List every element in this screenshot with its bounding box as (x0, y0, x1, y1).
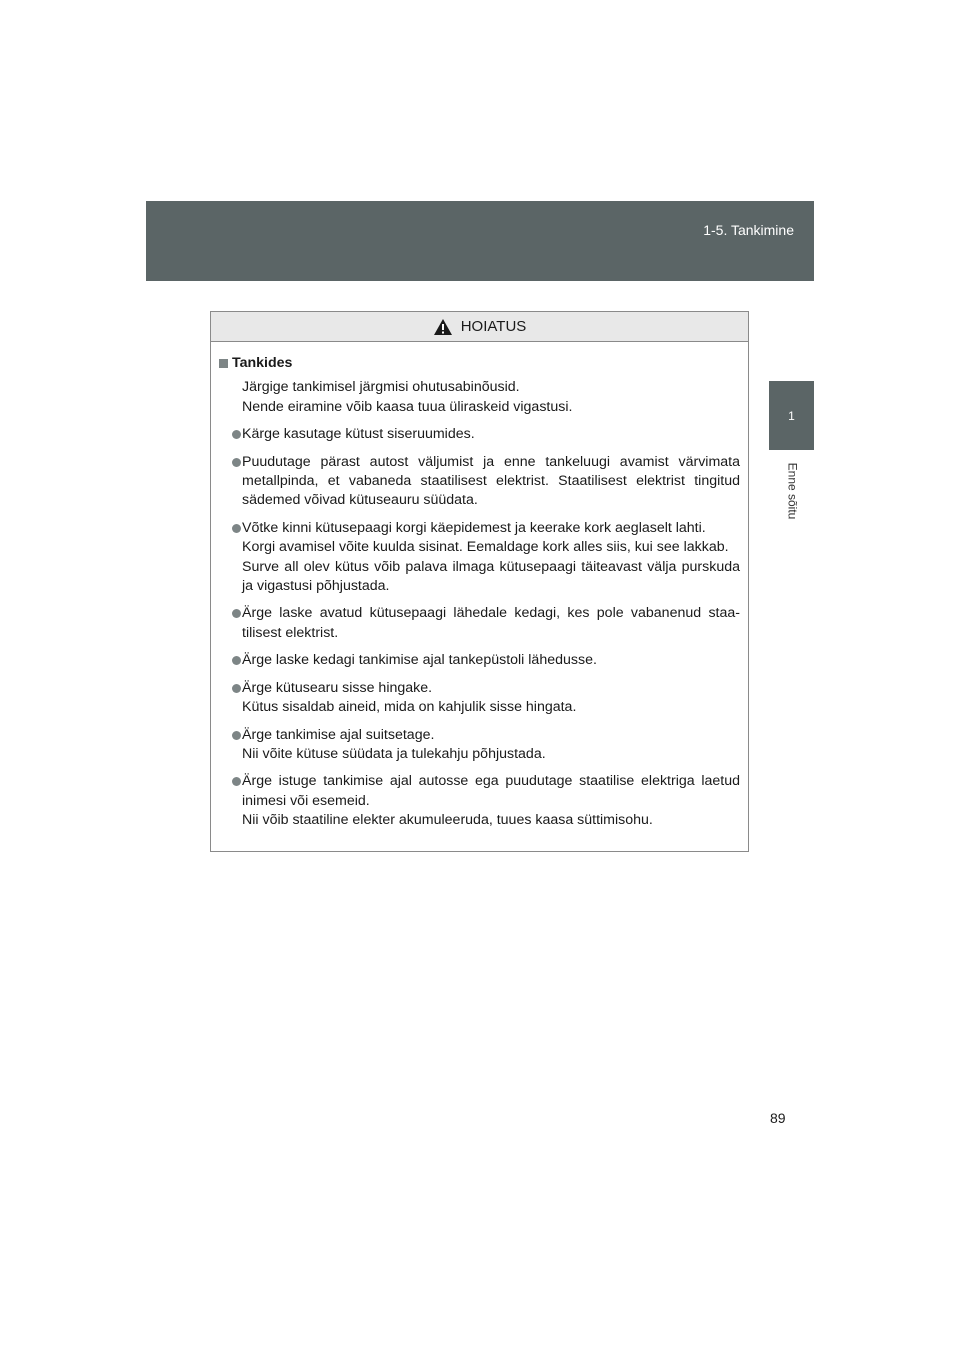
warning-intro (219, 378, 740, 417)
bullet-text: Puudutage pärast autost väljumist ja enne tankeluugi avamist värvimata metallpinda, et vabaneda staatilisest elektrist. Staatilisest elektrist tingitud sädemed võivad kütuseauru süüdata. (242, 453, 740, 509)
square-bullet-icon (219, 359, 228, 368)
bullet-item (219, 726, 740, 765)
section-header-band (146, 201, 814, 281)
bullet-text: Kärge kasutage kütust siseruumides. (242, 426, 475, 443)
chapter-number: 1 (788, 408, 795, 423)
bullet-text: Ärge tankimise ajal suitsetage. (242, 726, 435, 743)
bullet-dot-icon (232, 684, 241, 693)
bullet-text: Võtke kinni kütusepaagi korgi käepidemest ja keerake kork aeglaselt lahti. (242, 519, 706, 536)
bullet-text: Korgi avamisel võite kuulda sisinat. Eemaldage kork alles siis, kui see lakkab. (242, 539, 729, 556)
intro-line: Nende eiramine võib kaasa tuua üliraskeid vigastusi. (242, 398, 573, 415)
bullet-item (219, 651, 740, 670)
bullet-text: Kütus sisaldab aineid, mida on kahjulik sisse hingata. (242, 699, 577, 716)
bullet-dot-icon (232, 430, 241, 439)
section-title: 1-5. Tankimine (703, 222, 794, 238)
bullet-dot-icon (232, 458, 241, 467)
chapter-label-container (758, 456, 826, 526)
bullet-text: Ärge istuge tankimise ajal autosse ega puudutage staatilise elektriga laetud inimesi või esemeid. (242, 773, 740, 809)
bullet-dot-icon (232, 731, 241, 740)
bullet-dot-icon (232, 656, 241, 665)
intro-line: Järgige tankimisel järgmisi ohutusabinõusid. (242, 379, 520, 396)
bullet-item (219, 425, 740, 444)
bullet-dot-icon (232, 609, 241, 618)
warning-topic-label: Tankides (232, 355, 293, 371)
bullet-text: Ärge kütusearu sisse hingake. (242, 679, 433, 696)
bullet-item (219, 519, 740, 597)
bullet-text: Surve all olev kütus võib palava ilmaga kütusepaagi täiteavast välja purskuda ja vigastusi põhjustada. (242, 558, 740, 595)
bullet-dot-icon (232, 524, 241, 533)
bullet-item (219, 679, 740, 718)
chapter-label: Enne sõitu (785, 462, 799, 520)
warning-header (211, 312, 748, 342)
page-number: 89 (770, 1110, 786, 1126)
bullet-text: Ärge laske avatud kütusepaagi lähedale kedagi, kes pole vabanenud staatilisest elektrist. (242, 605, 740, 641)
warning-box (210, 311, 749, 852)
bullet-item (219, 772, 740, 830)
bullet-text: Ärge laske kedagi tankimise ajal tankepüstoli lähedusse. (242, 652, 597, 669)
bullet-item (219, 453, 740, 511)
warning-topic (219, 354, 740, 373)
bullet-item (219, 604, 740, 643)
warning-triangle-icon (433, 318, 453, 336)
warning-body (211, 342, 748, 849)
bullet-text: Nii võib staatiline elekter akumuleeruda, tuues kaasa süttimisohu. (242, 812, 653, 829)
bullet-dot-icon (232, 777, 241, 786)
bullet-text: Nii võite kütuse süüdata ja tulekahju põhjustada. (242, 745, 546, 762)
warning-title: HOIATUS (460, 318, 527, 335)
chapter-tab (769, 381, 814, 450)
